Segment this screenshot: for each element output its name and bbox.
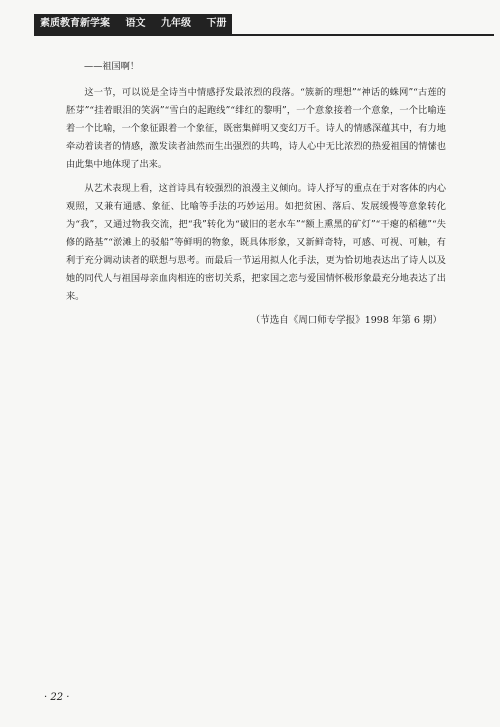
term-label: 下册 (206, 18, 227, 29)
paragraph-1: 这一节，可以说是全诗当中情感抒发最浓烈的段落。“簇新的理想”“神话的蛛网”“古莲的胚芽”“挂着眼泪的笑涡”“雪白的起跑线”“绯红的黎明”，一个意象接着一个意象，一个比喻连着一个比喻，一个象征跟着一个象征，既密集鲜明又变幻万千。诗人的情感深蕴其中，有力地牵动着读者的情感，激发读者油然而生出强烈的共鸣，诗人心中无比浓烈的热爱祖国的情愫也由此集中地体现了出来。 (66, 87, 446, 170)
source-citation: （节选自《周口师专学报》1998 年第 6 期） (250, 315, 442, 326)
grade-label: 九年级 (160, 18, 191, 29)
subject-label: 语文 (125, 18, 146, 29)
page-header (34, 14, 494, 34)
quote-tail: ——祖国啊！ (84, 61, 140, 72)
book-title: 素质教育新学案 (40, 18, 110, 29)
paragraph-2: 从艺术表现上看，这首诗具有较强烈的浪漫主义倾向。诗人抒写的重点在于对客体的内心观照，又兼有通感、象征、比喻等手法的巧妙运用。如把贫困、落后、发展缓慢等意象转化为“我”，又通过物我交流，把“我”转化为“破旧的老水车”“额上熏黑的矿灯”“干瘪的稻穗”“失修的路基”“淤滩上的驳船”等鲜明的物象，既具体形象，又新鲜奇特，可感、可视、可触，有利于充分调动读者的联想与思考。而最后一节运用拟人化手法，更为恰切地表达出了诗人以及她的同代人与祖国母亲血肉相连的密切关系，把家国之恋与爱国情怀极形象最充分地表达了出来。 (66, 183, 446, 302)
article-body (66, 58, 446, 330)
page-number: · 22 · (44, 692, 70, 703)
header-rule (34, 34, 494, 36)
header-banner (34, 14, 232, 34)
